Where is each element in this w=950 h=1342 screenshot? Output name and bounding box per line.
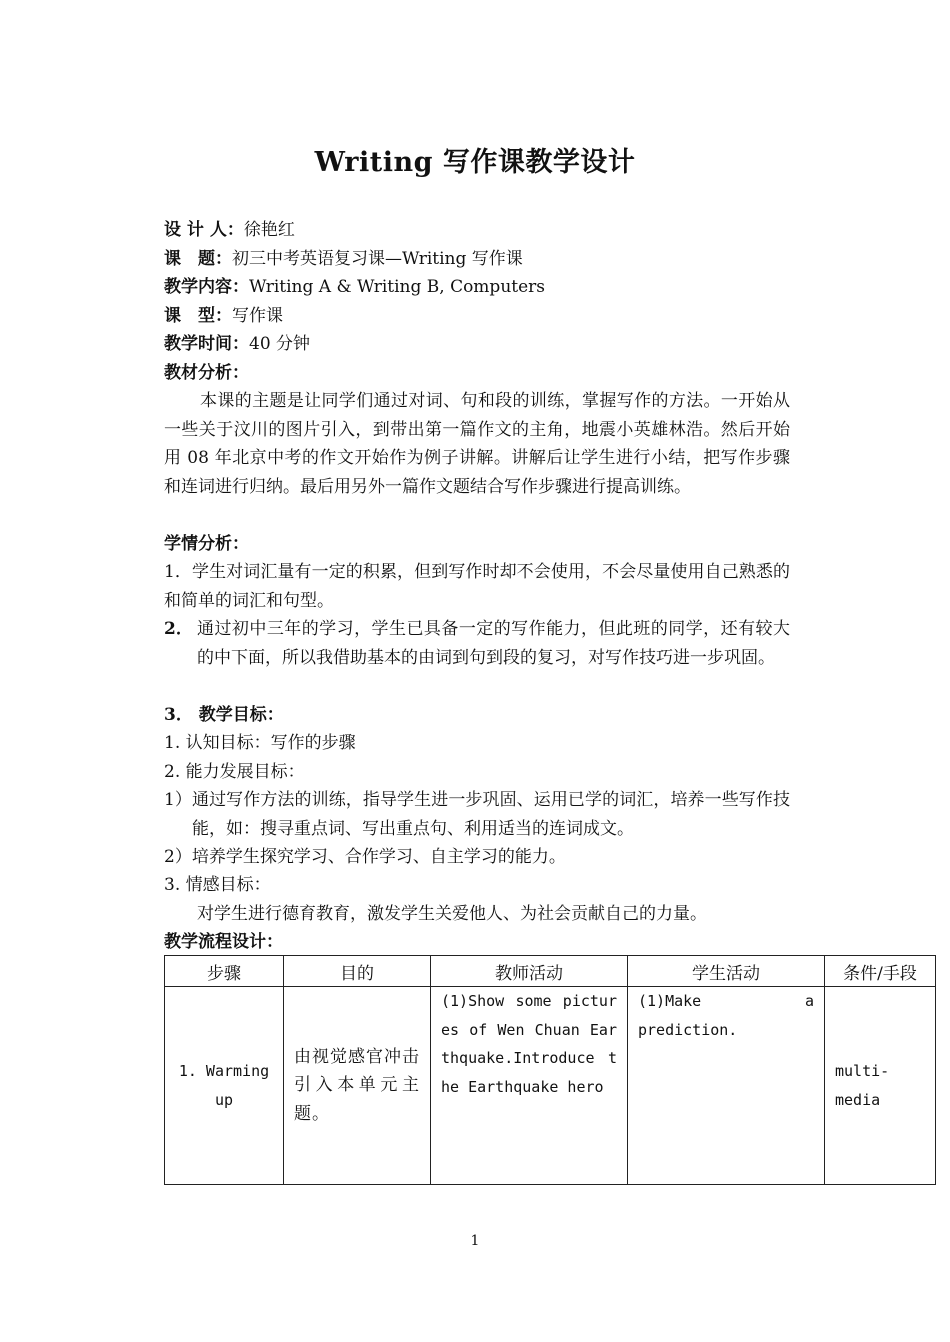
students-item-1: 1．学生对词汇量有一定的积累，但到写作时却不会使用，不会尽量使用自己熟悉的和简单的词汇和句型。 bbox=[164, 562, 790, 611]
goal-ability: 2. 能力发展目标： bbox=[164, 762, 305, 782]
time-line bbox=[164, 330, 794, 359]
goal-emotion-body: 对学生进行德育教育，激发学生关爱他人、为社会贡献自己的力量。 bbox=[197, 904, 707, 924]
goal-ability-2: 2）培养学生探究学习、合作学习、自主学习的能力。 bbox=[164, 847, 566, 867]
flow-table bbox=[164, 955, 936, 1185]
designer-value: 徐艳红 bbox=[243, 220, 295, 240]
cell-student: (1)Make a prediction. bbox=[628, 987, 825, 1185]
type-label: 课 型： bbox=[164, 306, 232, 326]
header-teacher: 教师活动 bbox=[431, 956, 628, 987]
cell-step: 1. Warming up bbox=[165, 987, 284, 1185]
header-means: 条件/手段 bbox=[825, 956, 936, 987]
header-student: 学生活动 bbox=[628, 956, 825, 987]
flow-header-row bbox=[165, 956, 936, 987]
goal-cognitive: 1. 认知目标：写作的步骤 bbox=[164, 733, 356, 753]
students-heading: 学情分析： bbox=[164, 534, 249, 554]
table-row bbox=[165, 987, 936, 1185]
flow-heading: 教学流程设计： bbox=[164, 932, 283, 952]
topic-label: 课 题： bbox=[164, 249, 232, 269]
cell-purpose: 由视觉感官冲击引入本单元主题。 bbox=[284, 987, 431, 1185]
content-value: Writing A & Writing B, Computers bbox=[249, 277, 546, 297]
page-number: 1 bbox=[470, 1233, 480, 1249]
cell-means: multi-media bbox=[825, 987, 936, 1185]
material-body: 本课的主题是让同学们通过对词、句和段的训练，掌握写作的方法。一开始从一些关于汶川的图片引入，到带出第一篇作文的主角，地震小英雄林浩。然后开始用 08 年北京中考的作文开始作为例子讲解。讲解后让学生进行小结，把写作步骤和连词进行归纳。最后用另外一篇作文题结合写作步骤进行提高训练。 bbox=[164, 391, 790, 497]
designer-line bbox=[164, 216, 794, 245]
type-value: 写作课 bbox=[232, 306, 283, 326]
type-line bbox=[164, 302, 794, 331]
students-item-2: 通过初中三年的学习，学生已具备一定的写作能力，但此班的同学，还有较大的中下面，所以我借助基本的由词到句到段的复习，对写作技巧进一步巩固。 bbox=[197, 619, 790, 668]
designer-label: 设 计 人： bbox=[164, 220, 244, 240]
header-step: 步骤 bbox=[165, 956, 284, 987]
goals-heading: 3． 教学目标： bbox=[164, 705, 284, 725]
cell-teacher: (1)Show some pictures of Wen Chuan Earthquake.Introduce the Earthquake hero bbox=[431, 987, 628, 1185]
time-label: 教学时间： bbox=[164, 334, 249, 354]
goal-emotion: 3. 情感目标： bbox=[164, 875, 271, 895]
students-item-2-number: 2． bbox=[164, 619, 193, 639]
time-value: 40 分钟 bbox=[249, 334, 311, 354]
material-heading: 教材分析： bbox=[164, 363, 249, 383]
goal-ability-1: 1）通过写作方法的训练，指导学生进一步巩固、运用已学的词汇，培养一些写作技能，如：搜寻重点词、写出重点句、利用适当的连词成文。 bbox=[164, 790, 790, 839]
content-label: 教学内容： bbox=[164, 277, 249, 297]
topic-value: 初三中考英语复习课—Writing 写作课 bbox=[232, 249, 523, 269]
header-purpose: 目的 bbox=[284, 956, 431, 987]
document-title: Writing 写作课教学设计 bbox=[314, 147, 636, 178]
content-line bbox=[164, 273, 794, 302]
topic-line bbox=[164, 245, 794, 274]
